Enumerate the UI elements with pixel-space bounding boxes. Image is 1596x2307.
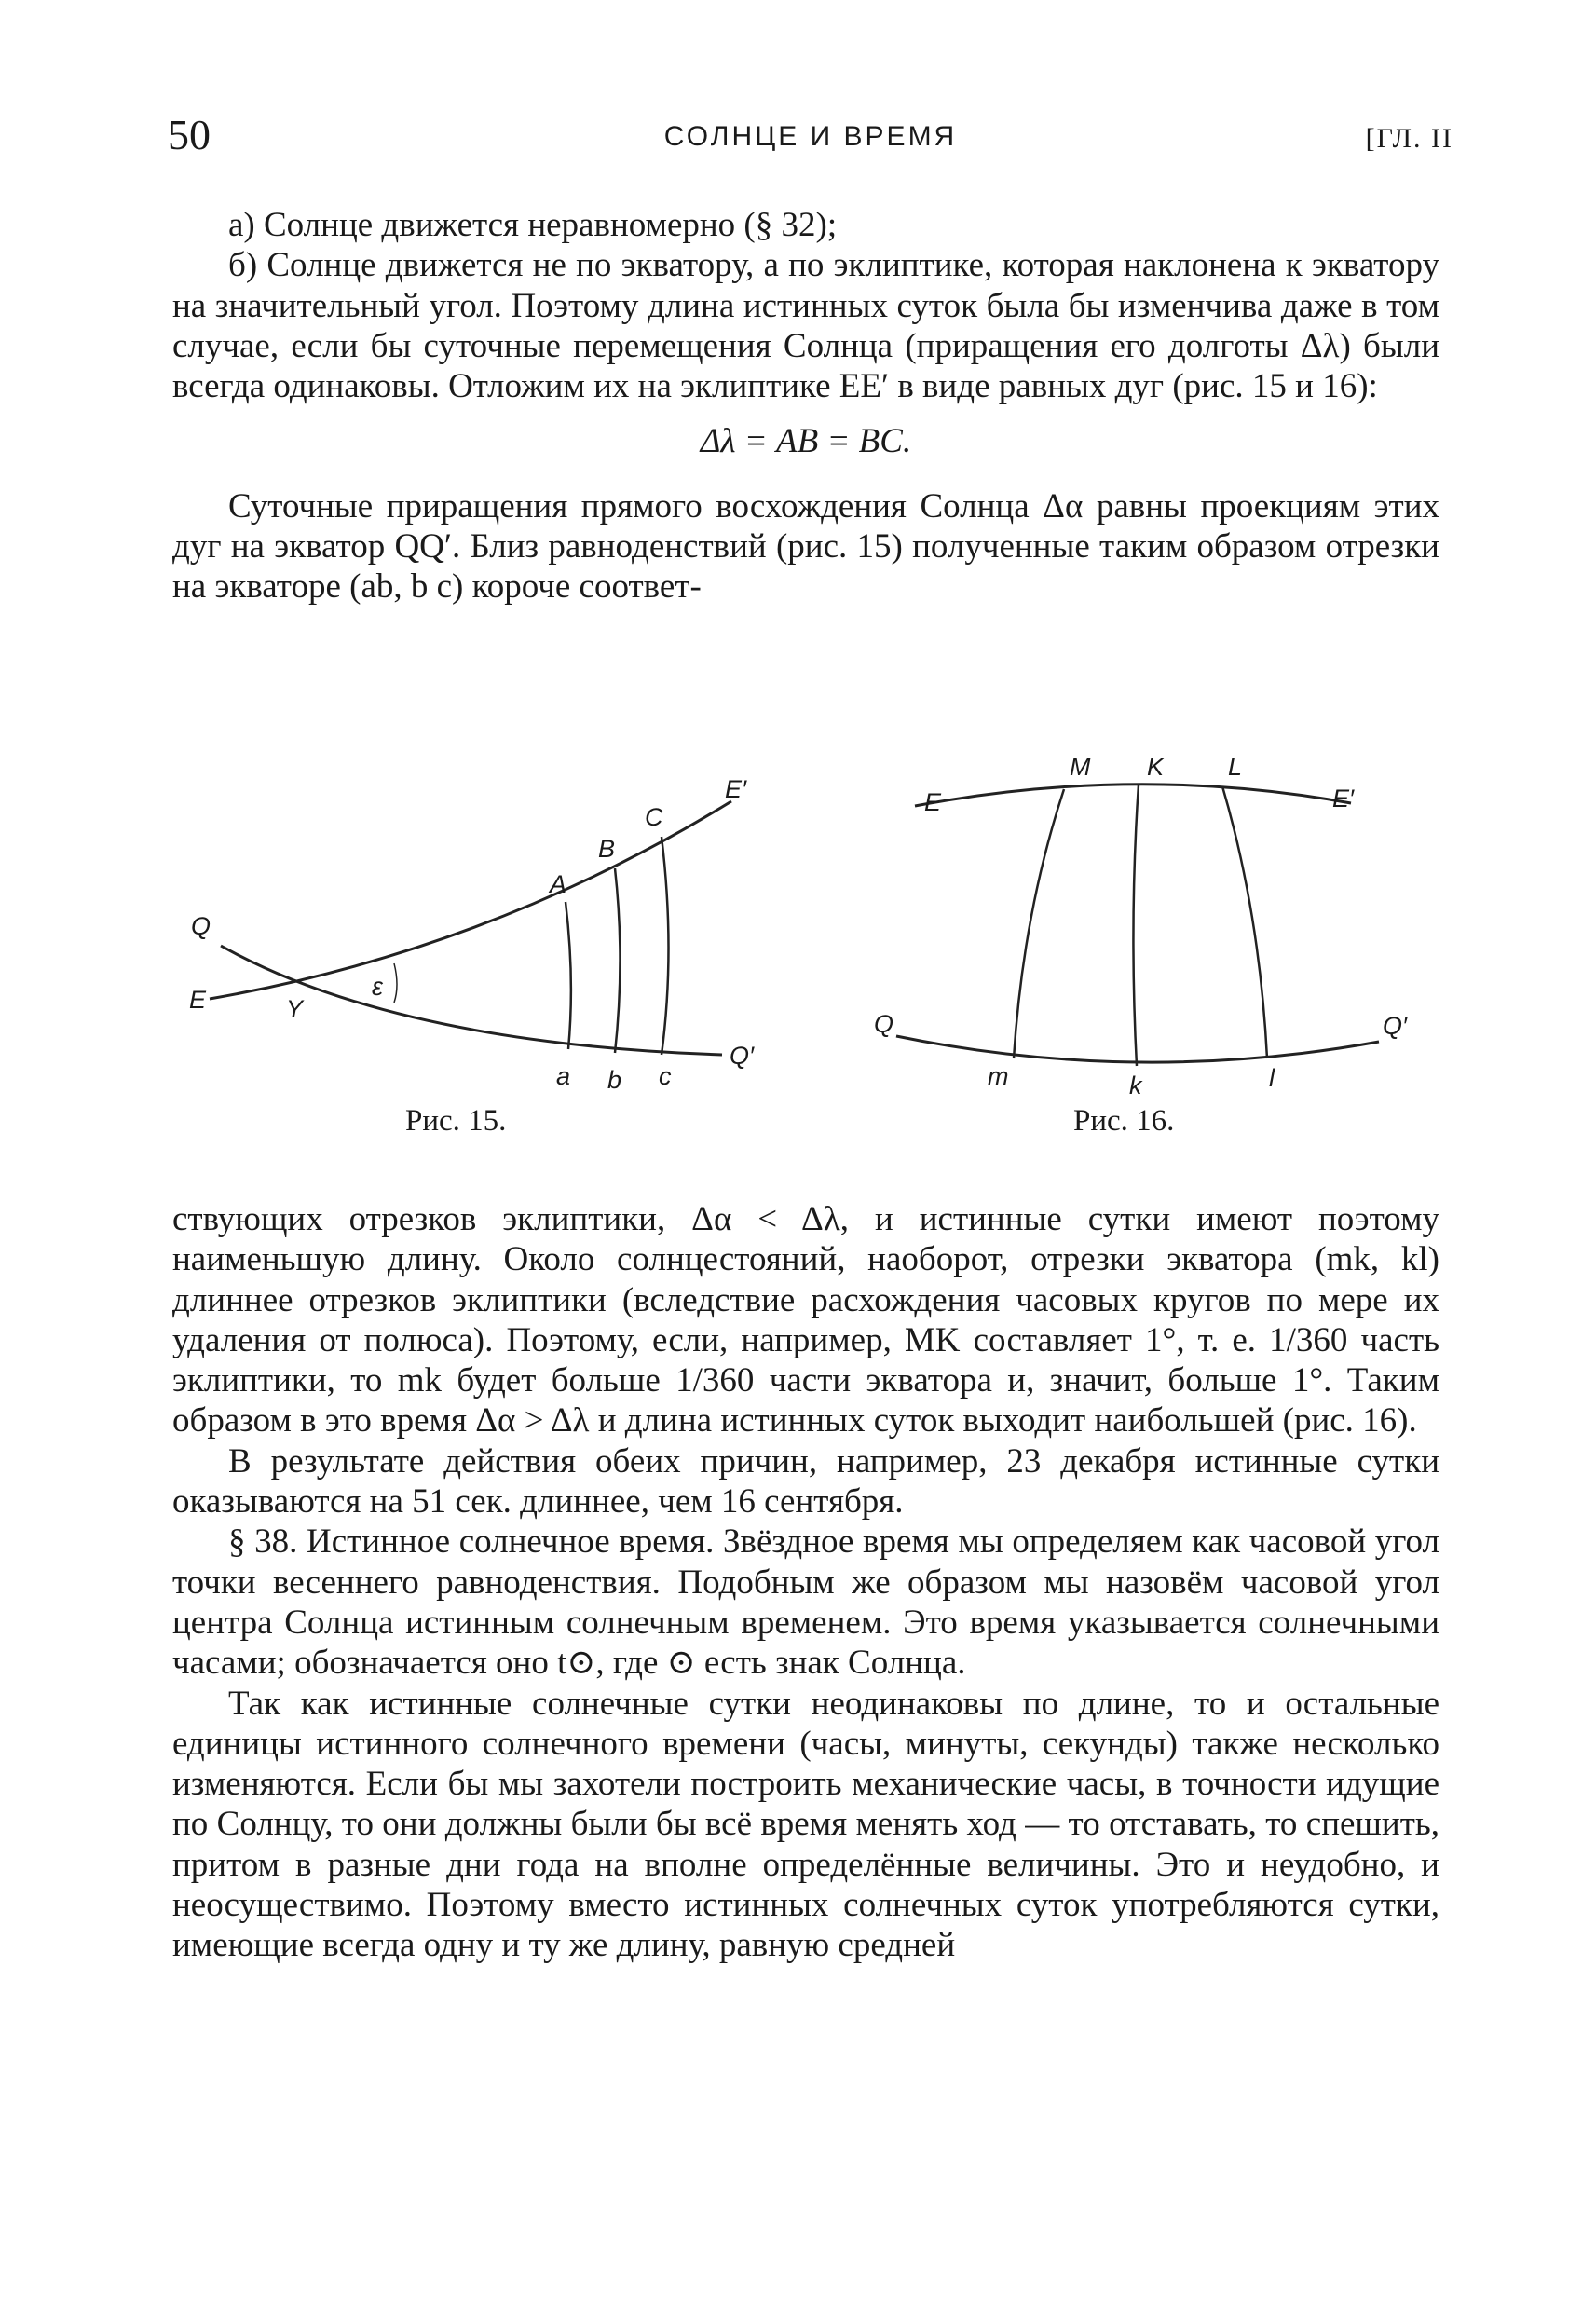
text-block-top xyxy=(172,205,1439,607)
paragraph-mechanical-clocks: Так как истинные солнечные сутки неодинаковы по длине, то и остальные единицы истинного солнечного времени (часы, минуты, секунды) также несколько изменяются. Если бы мы захотели построить механические часы, в точности идущие по Солнцу, то они должны были бы всё время менять ход — то отставать, то спешить, притом в разные дни года на вполне определённые величины. Это и неудобно, и неосуществимо. Поэтому вместо истинных солнечных суток употребляются сутки, имеющие всегда одну и ту же длину, равную средней xyxy=(172,1684,1439,1965)
paragraph-right-ascension: Суточные приращения прямого восхождения Солнца Δα равны проекциям этих дуг на экватор QQ′. Близ равноденствий (рис. 15) полученные таким образом отрезки на экваторе (ab, b c) короче соответ- xyxy=(172,486,1439,607)
fig15-label-Qprime: Q′ xyxy=(730,1042,755,1070)
paragraph-section-38: § 38. Истинное солнечное время. Звёздное время мы определяем как часовой угол точки весеннего равноденствия. Подобным же образом мы назовём часовой угол центра Солнца истинным солнечным временем. Это время указывается солнечными часами; обозначается оно t⊙, где ⊙ есть знак Солнца. xyxy=(172,1522,1439,1683)
fig16-label-Eprime: E′ xyxy=(1332,785,1355,812)
fig16-label-M: M xyxy=(1070,753,1091,781)
page-number: 50 xyxy=(168,111,211,158)
fig16-label-Qprime: Q′ xyxy=(1383,1012,1408,1040)
figure-16-drawing xyxy=(857,736,1435,1099)
fig15-label-E: E xyxy=(189,986,207,1014)
text-block-bottom xyxy=(172,1199,1439,1966)
paragraph-result: В результате действия обеих причин, например, 23 декабря истинные сутки оказываются на 51 сек. длиннее, чем 16 сентября. xyxy=(172,1441,1439,1522)
fig16-label-Q: Q xyxy=(874,1010,894,1038)
fig15-label-B: B xyxy=(598,835,616,863)
fig15-angle-arc xyxy=(394,963,397,1003)
fig16-label-L: L xyxy=(1228,753,1243,781)
figure-15-drawing xyxy=(182,764,778,1099)
formula-delta-lambda: Δλ = AB = BC. xyxy=(700,422,912,461)
figure-16 xyxy=(857,736,1435,1099)
figure-15 xyxy=(182,764,778,1099)
fig16-hour-circle-l xyxy=(1222,786,1267,1058)
running-title: СОЛНЦЕ И ВРЕМЯ xyxy=(663,121,958,152)
figure-16-caption: Рис. 16. xyxy=(1073,1104,1175,1138)
fig16-equator-curve xyxy=(896,1036,1379,1062)
fig15-hour-circle-a xyxy=(566,902,571,1049)
paragraph-a: а) Солнце движется неравномерно (§ 32); xyxy=(228,206,838,244)
fig15-label-b: b xyxy=(607,1066,622,1094)
fig15-label-Q: Q xyxy=(191,912,211,940)
fig15-label-Eprime: E′ xyxy=(725,775,747,803)
fig16-label-l: l xyxy=(1269,1064,1275,1092)
fig16-ecliptic-curve xyxy=(915,785,1351,806)
fig15-hour-circle-c xyxy=(662,837,669,1055)
fig16-label-K: K xyxy=(1147,753,1165,781)
fig16-label-E: E xyxy=(924,788,942,816)
fig16-label-k: k xyxy=(1129,1072,1142,1099)
paragraph-continuation: ствующих отрезков эклиптики, Δα < Δλ, и истинные сутки имеют поэтому наименьшую длину. Около солнцестояний, наоборот, отрезки экватора (mk, kl) длиннее отрезков эклиптики (вследствие расхождения часовых кругов по мере их удаления от полюса). Поэтому, если, например, MK составляет 1°, т. е. 1/360 часть эклиптики, то mk будет больше 1/360 части экватора и, значит, больше 1°. Таким образом в это время Δα > Δλ и длина истинных суток выходит наибольшей (рис. 16). xyxy=(172,1200,1439,1440)
fig15-hour-circle-b xyxy=(615,868,621,1053)
fig15-label-a: a xyxy=(556,1062,571,1090)
fig15-label-c: c xyxy=(659,1062,672,1090)
figure-15-caption: Рис. 15. xyxy=(405,1104,507,1138)
fig16-hour-circle-k xyxy=(1133,785,1139,1066)
paragraph-b: б) Солнце движется не по экватору, а по эклиптике, которая наклонена к экватору на значительный угол. Поэтому длина истинных суток была бы изменчива даже в том случае, если бы суточные перемещения Солнца (приращения его долготы Δλ) были всегда одинаковы. Отложим их на эклиптике EE′ в виде равных дуг (рис. 15 и 16): xyxy=(172,246,1439,406)
page-header xyxy=(168,110,1453,166)
fig15-label-C: C xyxy=(645,803,663,831)
fig15-label-eps: ε xyxy=(372,973,383,1001)
fig15-label-A: A xyxy=(550,870,567,898)
chapter-label: [ГЛ. II xyxy=(1365,123,1453,154)
fig16-hour-circle-m xyxy=(1014,789,1064,1058)
fig15-label-gamma: Υ xyxy=(286,995,304,1023)
fig16-label-m: m xyxy=(988,1062,1009,1090)
